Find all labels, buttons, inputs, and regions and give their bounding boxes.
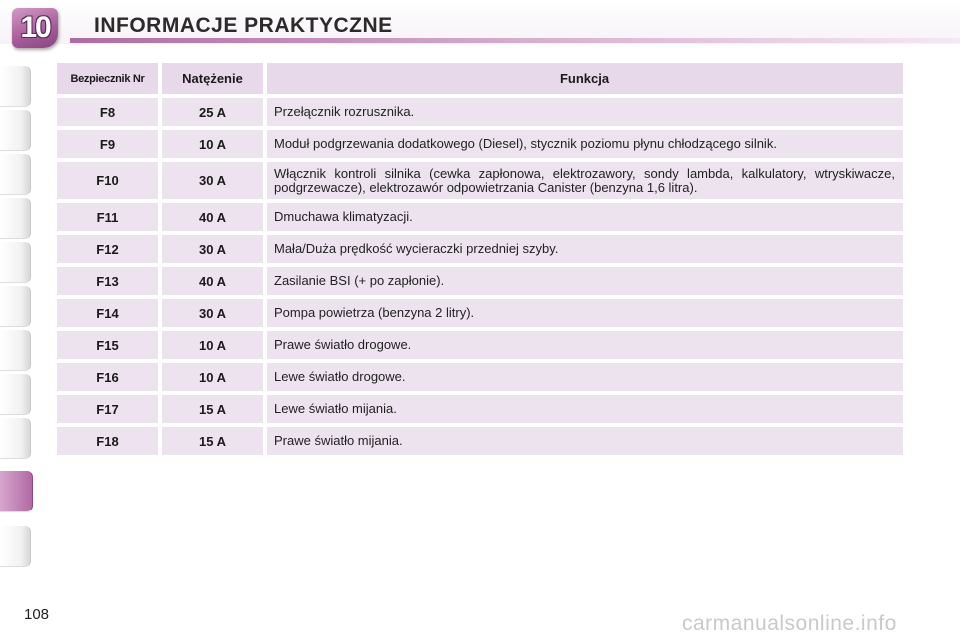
side-tab-9[interactable] xyxy=(0,418,31,459)
amperage: 15 A xyxy=(162,427,263,455)
fuse-table xyxy=(57,63,903,459)
fuse-number: F14 xyxy=(57,299,158,327)
fuse-number: F12 xyxy=(57,235,158,263)
side-tab-11[interactable] xyxy=(0,526,31,567)
fuse-number: F11 xyxy=(57,203,158,231)
side-tab-8[interactable] xyxy=(0,374,31,415)
page-title: INFORMACJE PRAKTYCZNE xyxy=(94,14,393,37)
table-row xyxy=(57,267,903,295)
side-tab-4[interactable] xyxy=(0,198,31,239)
header-fuse-number: Bezpiecznik Nr xyxy=(57,63,158,94)
function: Włącznik kontroli silnika (cewka zapłonowa, elektrozawory, sondy lambda, kalkulatory, wtryskiwacze, podgrzewacze), elektrozawór odpowietrzania Canister (benzyna 1,6 litra). xyxy=(267,162,903,199)
side-tab-strip xyxy=(0,66,34,576)
amperage: 25 A xyxy=(162,98,263,126)
fuse-number: F8 xyxy=(57,98,158,126)
amperage: 10 A xyxy=(162,130,263,158)
chapter-badge: 10 xyxy=(12,8,58,48)
header-accent-bar xyxy=(70,38,960,43)
table-row xyxy=(57,203,903,231)
header-amperage: Natężenie xyxy=(162,63,263,94)
header-function: Funkcja xyxy=(267,63,903,94)
function: Przełącznik rozrusznika. xyxy=(267,98,903,126)
amperage: 40 A xyxy=(162,203,263,231)
fuse-number: F9 xyxy=(57,130,158,158)
amperage: 15 A xyxy=(162,395,263,423)
fuse-number: F15 xyxy=(57,331,158,359)
table-row xyxy=(57,427,903,455)
amperage: 10 A xyxy=(162,363,263,391)
fuse-number: F10 xyxy=(57,162,158,199)
amperage: 10 A xyxy=(162,331,263,359)
function: Lewe światło mijania. xyxy=(267,395,903,423)
table-row xyxy=(57,98,903,126)
fuse-number: F13 xyxy=(57,267,158,295)
side-tab-7[interactable] xyxy=(0,330,31,371)
function: Prawe światło mijania. xyxy=(267,427,903,455)
table-row xyxy=(57,331,903,359)
amperage: 30 A xyxy=(162,299,263,327)
table-row xyxy=(57,395,903,423)
table-row xyxy=(57,235,903,263)
fuse-number: F16 xyxy=(57,363,158,391)
table-row xyxy=(57,162,903,199)
table-row xyxy=(57,363,903,391)
table-header-row xyxy=(57,63,903,94)
table-row xyxy=(57,299,903,327)
fuse-number: F17 xyxy=(57,395,158,423)
side-tab-2[interactable] xyxy=(0,110,31,151)
function: Pompa powietrza (benzyna 2 litry). xyxy=(267,299,903,327)
function: Lewe światło drogowe. xyxy=(267,363,903,391)
amperage: 30 A xyxy=(162,162,263,199)
table-row xyxy=(57,130,903,158)
side-tab-5[interactable] xyxy=(0,242,31,283)
function: Moduł podgrzewania dodatkowego (Diesel), stycznik poziomu płynu chłodzącego silnik. xyxy=(267,130,903,158)
function: Zasilanie BSI (+ po zapłonie). xyxy=(267,267,903,295)
function: Dmuchawa klimatyzacji. xyxy=(267,203,903,231)
side-tab-10-active[interactable] xyxy=(0,471,33,512)
page-number: 108 xyxy=(24,606,50,623)
amperage: 30 A xyxy=(162,235,263,263)
function: Mała/Duża prędkość wycieraczki przedniej szyby. xyxy=(267,235,903,263)
side-tab-6[interactable] xyxy=(0,286,31,327)
function: Prawe światło drogowe. xyxy=(267,331,903,359)
side-tab-3[interactable] xyxy=(0,154,31,195)
fuse-number: F18 xyxy=(57,427,158,455)
amperage: 40 A xyxy=(162,267,263,295)
watermark: carmanualsonline.info xyxy=(682,612,897,635)
side-tab-1[interactable] xyxy=(0,66,31,107)
